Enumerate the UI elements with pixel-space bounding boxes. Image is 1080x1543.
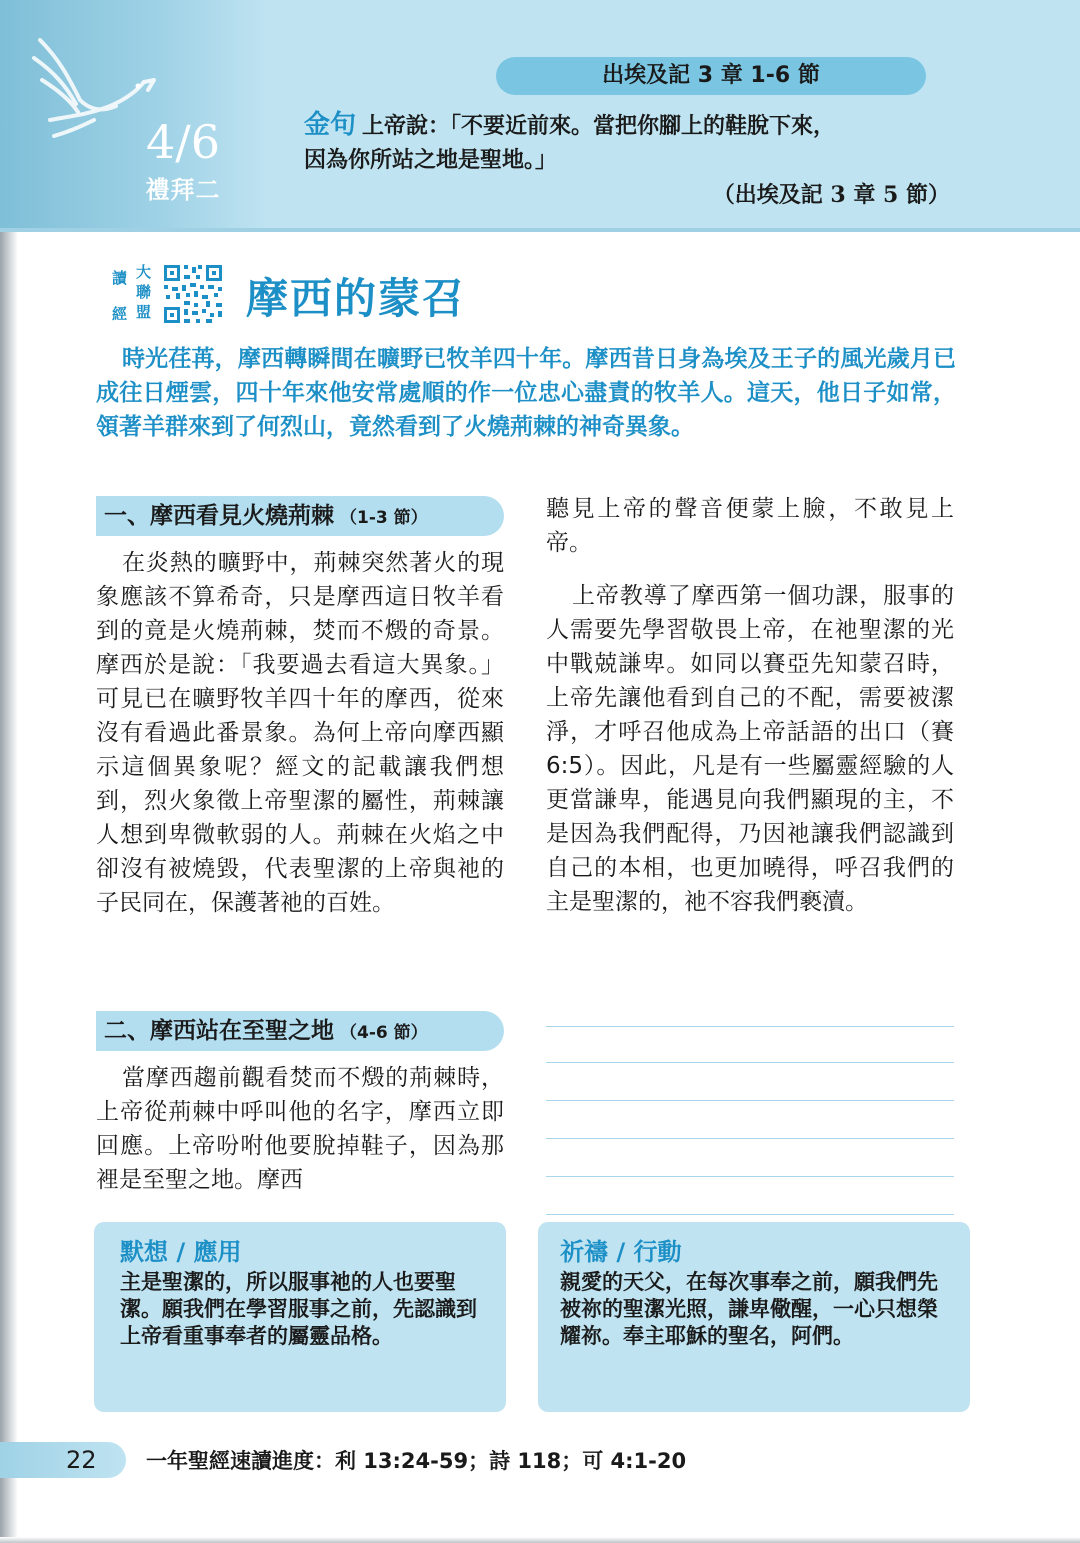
golden-verse-reference: （出埃及記 3 章 5 節）: [712, 182, 950, 208]
section-1-text: 在炎熱的曠野中，荊棘突然著火的現象應該不算希奇，只是摩西這日牧羊看到的竟是火燒荊棘，焚而不燬的奇景。摩西於是說：「我要過去看這大異象。」可見已在曠野牧羊四十年的摩西，從來沒有看過此番景象。為何上帝向摩西顯示這個異象呢？經文的記載讓我們想到，烈火象徵上帝聖潔的屬性，荊棘讓人想到卑微軟弱的人。荊棘在火焰之中卻沒有被燒毀，代表聖潔的上帝與祂的子民同在，保護著祂的百姓。: [96, 550, 504, 916]
prayer-box: [538, 1222, 970, 1412]
page-edge: [0, 1537, 1080, 1543]
section-heading-1: [96, 496, 504, 536]
note-line: [546, 1026, 954, 1027]
right-column-continuation: 聽見上帝的聲音便蒙上臉，不敢見上帝。: [546, 496, 954, 556]
page-number-tab: [0, 1442, 126, 1478]
golden-verse-line2: 因為你所站之地是聖地。」: [304, 147, 558, 173]
meditation-text: 主是聖潔的，所以服事祂的人也要聖潔。願我們在學習服事之前，先認識到上帝看重事奉者的屬靈品格。: [120, 1269, 477, 1348]
scripture-reference: 出埃及記 3 章 1-6 節: [496, 57, 926, 95]
note-line: [546, 1138, 954, 1139]
prayer-text: 親愛的天父，在每次事奉之前，願我們先被祢的聖潔光照，謙卑儆醒，一心只想榮耀祢。奉主耶穌的聖名，阿們。: [560, 1269, 938, 1348]
page-number: 22: [66, 1446, 97, 1474]
qr-code-icon[interactable]: [162, 263, 224, 325]
golden-verse-label: 金句: [304, 110, 357, 140]
qr-caption: [110, 262, 162, 326]
section-2-text: 當摩西趨前觀看焚而不燬的荊棘時，上帝從荊棘中呼叫他的名字，摩西立即回應。上帝吩咐他要脫掉鞋子，因為那裡是至聖之地。摩西: [96, 1065, 504, 1193]
header-band: [0, 0, 1080, 232]
page-title: 摩西的蒙召: [246, 274, 467, 323]
section-heading-2: [96, 1011, 504, 1051]
date-label: 4/6: [145, 115, 221, 169]
section-heading-2-verse: （4-6 節）: [340, 1023, 428, 1043]
note-line: [546, 1062, 954, 1063]
note-line: [546, 1176, 954, 1177]
qr-caption-char: 聯: [136, 283, 152, 301]
meditation-title: 默想 / 應用: [120, 1238, 242, 1266]
section-heading-1-verse: （1-3 節）: [340, 508, 428, 528]
prayer-title: 祈禱 / 行動: [560, 1238, 682, 1266]
intro-paragraph: 時光荏苒，摩西轉瞬間在曠野已牧羊四十年。摩西昔日身為埃及王子的風光歲月已成往日煙雲，四十年來他安常處順的作一位忠心盡責的牧羊人。這天，他日子如常，領著羊群來到了何烈山，竟然看到了火燒荊棘的神奇異象。: [96, 346, 956, 440]
qr-caption-char: 讀: [112, 269, 128, 287]
section-heading-2-text: 二、摩西站在至聖之地: [104, 1018, 334, 1044]
golden-verse-line1: 上帝說：「不要近前來。當把你腳上的鞋脫下來，: [362, 113, 836, 139]
reading-progress: 一年聖經速讀進度：利 13:24-59；詩 118；可 4:1-20: [146, 1449, 687, 1473]
note-line: [546, 1100, 954, 1101]
weekday-label: 禮拜二: [145, 176, 221, 204]
qr-caption-char: 盟: [136, 303, 152, 321]
right-column-paragraph: 上帝教導了摩西第一個功課，服事的人需要先學習敬畏上帝，在祂聖潔的光中戰兢謙卑。如同以賽亞先知蒙召時，上帝先讓他看到自己的不配，需要被潔淨，才呼召他成為上帝話語的出口（賽 6:5）。因此，凡是有一些屬靈經驗的人更當謙卑，能遇見向我們顯現的主，不是因為我們配得，乃因祂讓我們認識到自己的本相，也更加曉得，呼召我們的主是聖潔的，祂不容我們褻瀆。: [546, 583, 954, 915]
note-line: [546, 1214, 954, 1215]
section-heading-1-text: 一、摩西看見火燒荊棘: [104, 503, 334, 529]
meditation-box: [94, 1222, 506, 1412]
qr-caption-char: 大: [136, 263, 152, 281]
qr-caption-char: 經: [112, 305, 128, 323]
golden-verse: [304, 108, 964, 177]
